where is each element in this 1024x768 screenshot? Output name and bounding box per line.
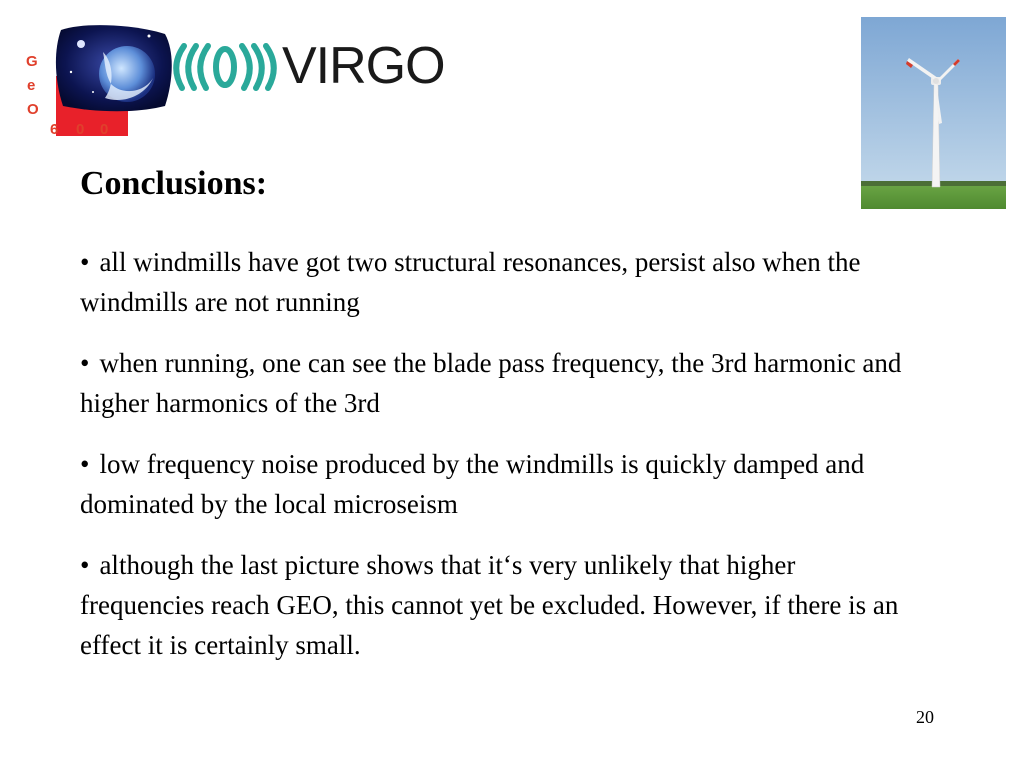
bullet-marker: •: [80, 449, 90, 479]
geo-letter-o: O: [27, 101, 39, 118]
bullet-text: although the last picture shows that it‘s very unlikely that higher frequencies reach GEO, this cannot yet be excluded. However, if there is an effect it is certainly small.: [80, 550, 899, 660]
page-number: 20: [916, 707, 934, 727]
geo-digit-0b: 0: [100, 121, 109, 138]
bullet-text: low frequency noise produced by the windmills is quickly damped and dominated by the local microseism: [80, 449, 865, 519]
geo600-logo: [20, 18, 160, 140]
bullet-item: [80, 545, 920, 665]
conclusions-list: [80, 242, 920, 686]
virgo-logo: [170, 36, 445, 96]
bullet-item: [80, 444, 920, 524]
slide-title: Conclusions:: [80, 165, 268, 202]
bullet-item: [80, 242, 920, 322]
space-earth-icon: [53, 22, 175, 114]
geo-digit-0a: 0: [76, 121, 85, 138]
geo-letter-e: e: [27, 77, 36, 94]
bullet-marker: •: [80, 348, 90, 378]
bullet-text: when running, one can see the blade pass frequency, the 3rd harmonic and higher harmonics of the 3rd: [80, 348, 902, 418]
bullet-item: [80, 343, 920, 423]
bullet-marker: •: [80, 247, 90, 277]
geo-letter-g: G: [26, 53, 38, 70]
geo-digit-6: 6: [50, 121, 59, 138]
windmill-photo: [861, 17, 1006, 209]
virgo-wordmark: VIRGO: [282, 37, 445, 95]
bullet-marker: •: [80, 550, 90, 580]
virgo-wave-icon: [170, 36, 280, 96]
bullet-text: all windmills have got two structural resonances, persist also when the windmills are not running: [80, 247, 861, 317]
